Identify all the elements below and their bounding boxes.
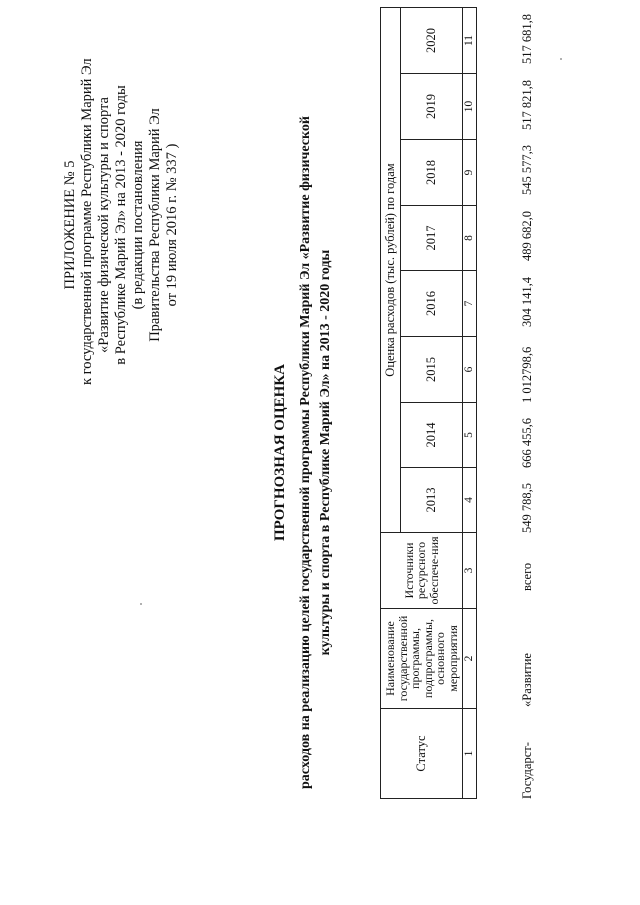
column-number: 1 — [463, 709, 477, 799]
appendix-block — [62, 58, 181, 385]
column-number: 10 — [463, 74, 477, 140]
header-year: 2018 — [401, 140, 463, 206]
scan-speck — [140, 603, 142, 605]
row-value-2017: 489 682,0 — [520, 211, 534, 261]
scan-speck — [560, 58, 562, 60]
column-number: 8 — [463, 206, 477, 271]
column-number: 9 — [463, 140, 477, 206]
appendix-line: в Республике Марий Эл» на 2013 - 2020 годы — [113, 85, 129, 365]
column-number: 11 — [463, 8, 477, 74]
row-value-2016: 304 141,4 — [520, 277, 534, 327]
header-funding-sources: Источники ресурсного обеспече-ния — [381, 533, 463, 609]
appendix-line: Правительства Республики Марий Эл — [147, 108, 163, 342]
column-number: 3 — [463, 533, 477, 609]
column-number: 4 — [463, 468, 477, 533]
row-value-2020: 517 681,8 — [520, 14, 534, 64]
header-status: Статус — [381, 709, 463, 799]
row-status: Государст- — [520, 742, 534, 799]
document-subtitle-line-2: культуры и спорта в Республике Марий Эл» на 2013 - 2020 годы — [318, 249, 333, 656]
appendix-line: от 19 июля 2016 г. № 337 ) — [164, 143, 180, 307]
header-year: 2017 — [401, 206, 463, 271]
document-subtitle-line-1: расходов на реализацию целей государственной программы Республики Марий Эл «Развитие физической — [298, 116, 313, 789]
document-title: ПРОГНОЗНАЯ ОЦЕНКА — [272, 364, 288, 542]
column-number: 6 — [463, 337, 477, 403]
header-year: 2016 — [401, 271, 463, 337]
row-value-2013: 549 788,5 — [520, 483, 534, 533]
header-year: 2013 — [401, 468, 463, 533]
row-value-2015: 1 012798,6 — [520, 346, 534, 403]
header-year: 2015 — [401, 337, 463, 403]
row-value-2018: 545 577,3 — [520, 145, 534, 195]
table-row — [520, 9, 540, 799]
appendix-line: «Развитие физической культуры и спорта — [96, 97, 112, 353]
column-number: 7 — [463, 271, 477, 337]
appendix-line: (в редакции постановления — [130, 140, 146, 310]
column-number: 5 — [463, 403, 477, 468]
appendix-title: ПРИЛОЖЕНИЕ № 5 — [62, 160, 78, 290]
appendix-line: к государственной программе Республики Марий Эл — [79, 58, 95, 385]
column-number: 2 — [463, 609, 477, 709]
header-year: 2020 — [401, 8, 463, 74]
row-value-2019: 517 821,8 — [520, 80, 534, 130]
header-year: 2014 — [401, 403, 463, 468]
row-funding-source: всего — [520, 562, 534, 591]
header-year: 2019 — [401, 74, 463, 140]
row-value-2014: 666 455,6 — [520, 418, 534, 468]
header-expense-estimate: Оценка расходов (тыс. рублей) по годам — [381, 8, 401, 533]
header-program-name: Наименование государственной программы, подпрограммы, основного мероприятия — [381, 609, 463, 709]
expenses-table — [380, 7, 477, 799]
row-program-name: «Развитие — [520, 653, 534, 707]
